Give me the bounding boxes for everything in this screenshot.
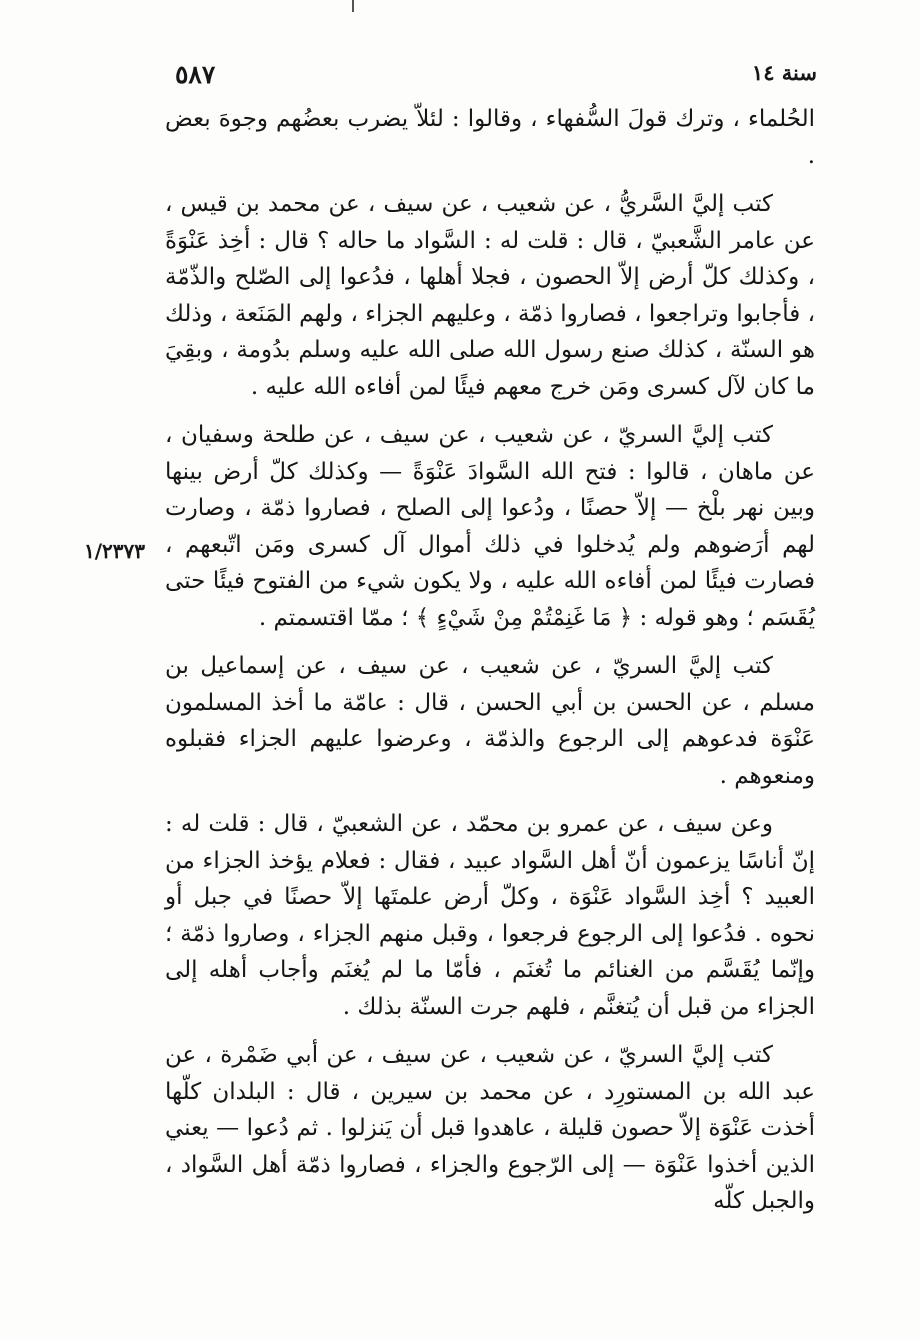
paragraph-2: كتب إليَّ السَّريُّ ، عن شعيب ، عن سيف ، عن محمد بن قيس ، عن عامر الشَّعبيّ ، قال : قلت له : السَّواد ما حاله ؟ قال : أخِذ عَنْوَةً ، وكذلك كلّ أرض إلاّ الحصون ، فجلا أهلها ، فدُعوا إلى الصّلح والذّمّة ، فأجابوا وتراجعوا ، فصاروا ذمّة ، وعليهم الجزاء ، ولهم المَنَعة ، وذلك هو السنّة ، كذلك صنع رسول الله صلى الله عليه وسلم بدُومة ، وبقِيَ ما كان لآل كسرى ومَن خرج معهم فيئًا لمن أفاءه الله عليه . bbox=[165, 191, 816, 400]
paragraph-1: الحُلماء ، وترك قولَ السُّفهاء ، وقالوا : لئلاّ يضرب بعضُهم وجوهَ بعض . bbox=[165, 106, 815, 169]
margin-reference: ١/٢٣٧٣ bbox=[84, 539, 146, 563]
paragraph-3: كتب إليَّ السريّ ، عن شعيب ، عن سيف ، عن طلحة وسفيان ، عن ماهان ، قالوا : فتح الله السَّوادَ عَنْوَةً — وكذلك كلّ أرض بينها وبين نهر بلْخ — إلاّ حصنًا ، ودُعوا إلى الصلح ، فصاروا ذمّة ، وصارت لهم أرَضوهم ولم يُدخلوا في ذلك أموال آل كسرى ومَن اتّبعهم ، فصارت فيئًا لمن أفاءه الله عليه ، ولا يكون شيء من الفتوح فيئًا حتى يُقَسَم ؛ وهو قوله : ﴿ مَا غَنِمْتُمْ مِنْ شَيْءٍ ﴾ ؛ ممّا اقتسمتم . bbox=[165, 422, 815, 631]
top-margin-mark bbox=[352, 0, 354, 12]
running-head: سنة ١٤ bbox=[751, 60, 817, 85]
main-text bbox=[165, 101, 815, 1232]
paragraph-5: وعن سيف ، عن عمرو بن محمّد ، عن الشعبيّ ، قال : قلت له : إنّ أناسًا يزعمون أنّ أهل السَّواد عبيد ، فقال : فعلام يؤخذ الجزاء من العبيد ؟ أخِذ السَّواد عَنْوَة ، وكلّ أرض علمتَها إلاّ حصنًا في جبل أو نحوه . فدُعوا إلى الرجوع فرجعوا ، وقبل منهم الجزاء ، وصاروا ذمّة ؛ وإنّما يُقَسَّم من الغنائم ما تُغنَم ، فأمّا ما لم يُغنَم وأجاب أهله إلى الجزاء من قبل أن يُتغنَّم ، فلهم جرت السنّة بذلك . bbox=[165, 811, 815, 1020]
page-number: ٥٨٧ bbox=[175, 60, 216, 89]
paragraph-4: كتب إليَّ السريّ ، عن شعيب ، عن سيف ، عن إسماعيل بن مسلم ، عن الحسن بن أبي الحسن ، قال : عامّة ما أخذ المسلمون عَنْوَة فدعوهم إلى الرجوع والذمّة ، وعرضوا عليهم الجزاء فقبلوه ومنعوهم . bbox=[165, 653, 815, 789]
paragraph-6: كتب إليَّ السريّ ، عن شعيب ، عن سيف ، عن أبي ضَمْرة ، عن عبد الله بن المستورِد ، عن محمد بن سيرين ، قال : البلدان كلّها أخذت عَنْوَة إلاّ حصون قليلة ، عاهدوا قبل أن يَنزلوا . ثم دُعوا — يعني الذين أخذوا عَنْوَة — إلى الرّجوع والجزاء ، فصاروا ذمّة أهل السَّواد ، والجبل كلّه bbox=[165, 1042, 815, 1214]
